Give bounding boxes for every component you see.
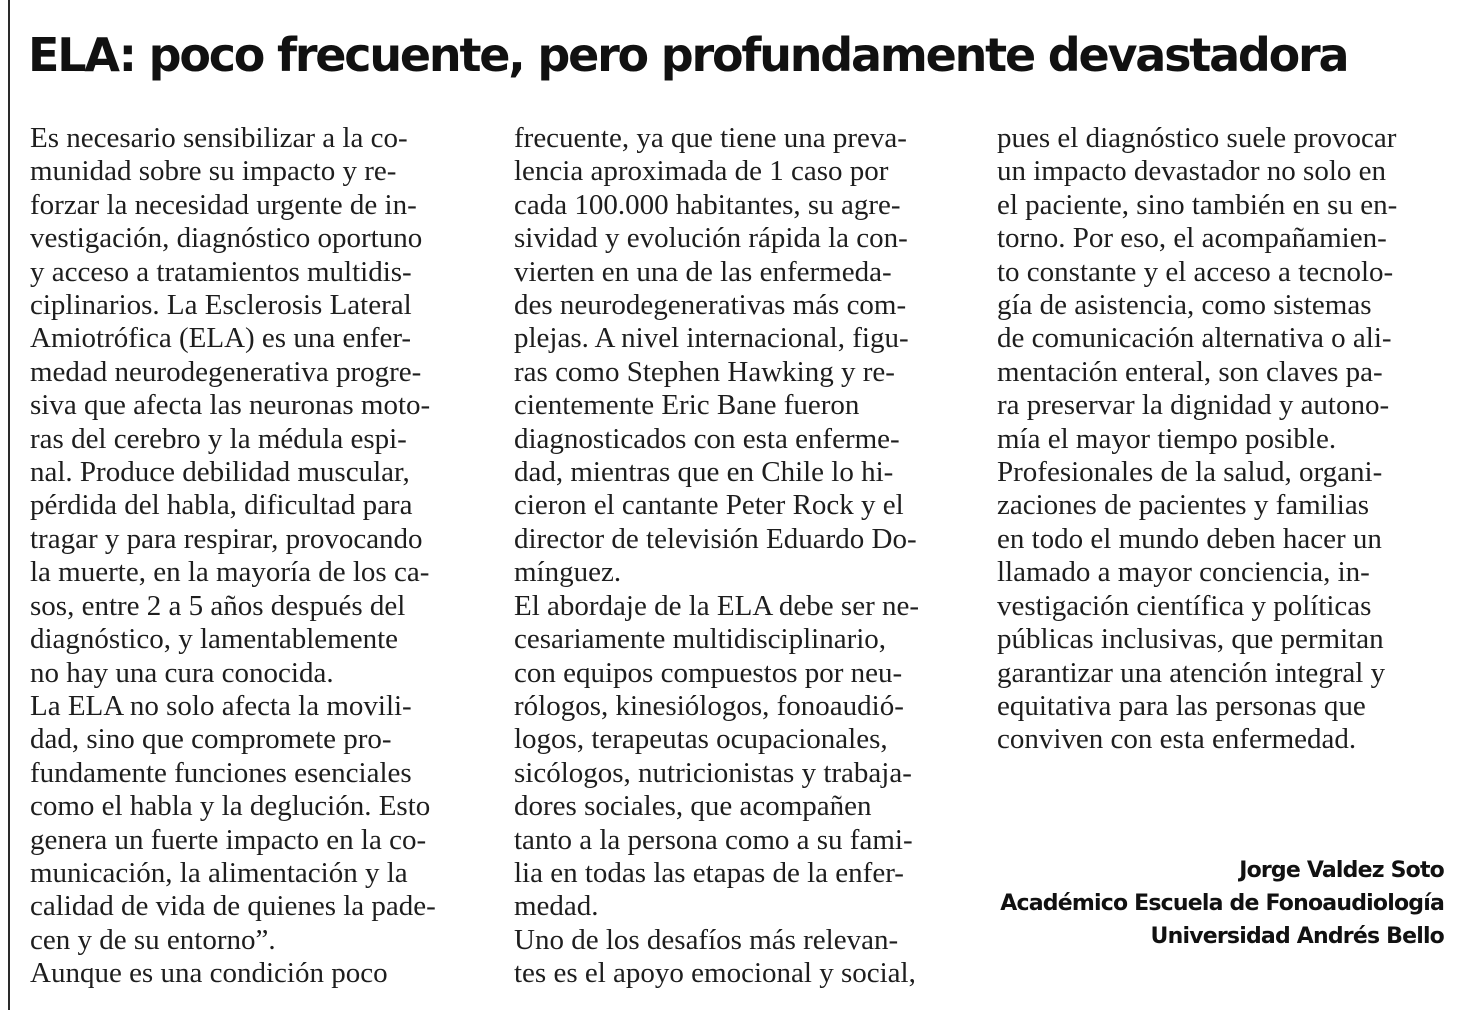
text-line: fundamente funciones esenciales [30,756,412,789]
text-line: ras como Stephen Hawking y re- [514,355,895,388]
text-line: La ELA no solo afecta la movili- [30,689,412,722]
text-line: cientemente Eric Bane fueron [514,389,860,422]
text-line: cieron el cantante Peter Rock y el [514,489,904,522]
text-line: ciplinarios. La Esclerosis Lateral [30,289,412,322]
text-line: Uno de los desafíos más relevan- [514,923,899,956]
text-line: munidad sobre su impacto y re- [30,155,397,188]
article-column-3 [997,122,1447,757]
column-1-text [30,122,480,991]
text-line: logos, terapeutas ocupacionales, [514,723,888,756]
text-line: llamado a mayor conciencia, in- [997,556,1370,589]
article-column-2 [514,122,964,991]
text-line: vestigación, diagnóstico oportuno [30,222,423,255]
text-line: vestigación científica y políticas [997,589,1372,622]
text-line: con equipos compuestos por neu- [514,656,903,689]
text-line: ra preservar la dignidad y autono- [997,389,1390,422]
text-line: siva que afecta las neuronas moto- [30,389,431,422]
text-line: gía de asistencia, como sistemas [997,289,1372,322]
text-line: equitativa para las personas que [997,689,1366,722]
text-line: director de televisión Eduardo Do- [514,522,917,555]
text-line: El abordaje de la ELA debe ser ne- [514,589,920,622]
text-line: zaciones de pacientes y familias [997,489,1370,522]
text-line: diagnóstico, y lamentablemente [30,623,399,656]
text-line: mentación enteral, son claves pa- [997,355,1383,388]
text-line: dad, sino que compromete pro- [30,723,392,756]
text-line: la muerte, en la mayoría de los ca- [30,556,430,589]
text-line: pérdida del habla, dificultad para [30,489,413,522]
text-line: dores sociales, que acompañen [514,790,872,823]
text-line: pues el diagnóstico suele provocar [997,122,1397,154]
text-line: lencia aproximada de 1 caso por [514,155,889,188]
text-line: un impacto devastador no solo en [997,155,1386,188]
text-line: frecuente, ya que tiene una preva- [514,122,907,154]
text-line: Amiotrófica (ELA) es una enfer- [30,322,412,355]
text-line: medad neurodegenerativa progre- [30,355,422,388]
text-line: cesariamente multidisciplinario, [514,623,887,656]
article-headline: ELA: poco frecuente, pero profundamente devastadora [28,28,1348,82]
text-line: tes es el apoyo emocional y social, [514,957,916,990]
text-line: tragar y para respirar, provocando [30,522,423,555]
text-line: públicas inclusivas, que permitan [997,623,1384,656]
text-line: Aunque es una condición poco [30,957,388,990]
text-line: plejas. A nivel internacional, figu- [514,322,909,355]
author-signature [1000,854,1444,953]
text-line: rólogos, kinesiólogos, fonoaudió- [514,689,904,722]
text-line: cen y de su entorno”. [30,923,276,956]
text-line: vierten en una de las enfermeda- [514,255,892,288]
text-line: sicólogos, nutricionistas y trabaja- [514,756,912,789]
text-line: el paciente, sino también en su en- [997,188,1398,221]
column-3-text [997,122,1447,757]
text-line: medad. [514,890,599,923]
left-border-rule [8,0,10,1010]
text-line: diagnosticados con esta enferme- [514,422,900,455]
text-line: Profesionales de la salud, organi- [997,456,1383,489]
text-line: forzar la necesidad urgente de in- [30,188,417,221]
text-line: tanto a la persona como a su fami- [514,823,913,856]
text-line: mía el mayor tiempo posible. [997,422,1337,455]
text-line: lia en todas las etapas de la enfer- [514,856,904,889]
column-2-text [514,122,964,991]
text-line: no hay una cura conocida. [30,656,334,689]
text-line: sividad y evolución rápida la con- [514,222,908,255]
text-line: calidad de vida de quienes la pade- [30,890,436,923]
text-line: dad, mientras que en Chile lo hi- [514,456,894,489]
text-line: conviven con esta enfermedad. [997,723,1357,756]
text-line: torno. Por eso, el acompañamien- [997,222,1387,255]
author-name: Jorge Valdez Soto [1239,858,1444,883]
text-line: y acceso a tratamientos multidis- [30,255,412,288]
text-line: to constante y el acceso a tecnolo- [997,255,1394,288]
text-line: Es necesario sensibilizar a la co- [30,122,408,154]
author-title: Académico Escuela de Fonoaudiología [1000,891,1444,916]
text-line: garantizar una atención integral y [997,656,1386,689]
text-line: en todo el mundo deben hacer un [997,522,1382,555]
text-line: de comunicación alternativa o ali- [997,322,1392,355]
text-line: sos, entre 2 a 5 años después del [30,589,406,622]
author-institution: Universidad Andrés Bello [1150,924,1444,949]
text-line: nal. Produce debilidad muscular, [30,456,410,489]
text-line: genera un fuerte impacto en la co- [30,823,427,856]
text-line: cada 100.000 habitantes, su agre- [514,188,901,221]
text-line: mínguez. [514,556,622,589]
text-line: como el habla y la deglución. Esto [30,790,431,823]
text-line: ras del cerebro y la médula espi- [30,422,407,455]
text-line: des neurodegenerativas más com- [514,289,907,322]
text-line: municación, la alimentación y la [30,856,408,889]
article-column-1 [30,122,480,991]
